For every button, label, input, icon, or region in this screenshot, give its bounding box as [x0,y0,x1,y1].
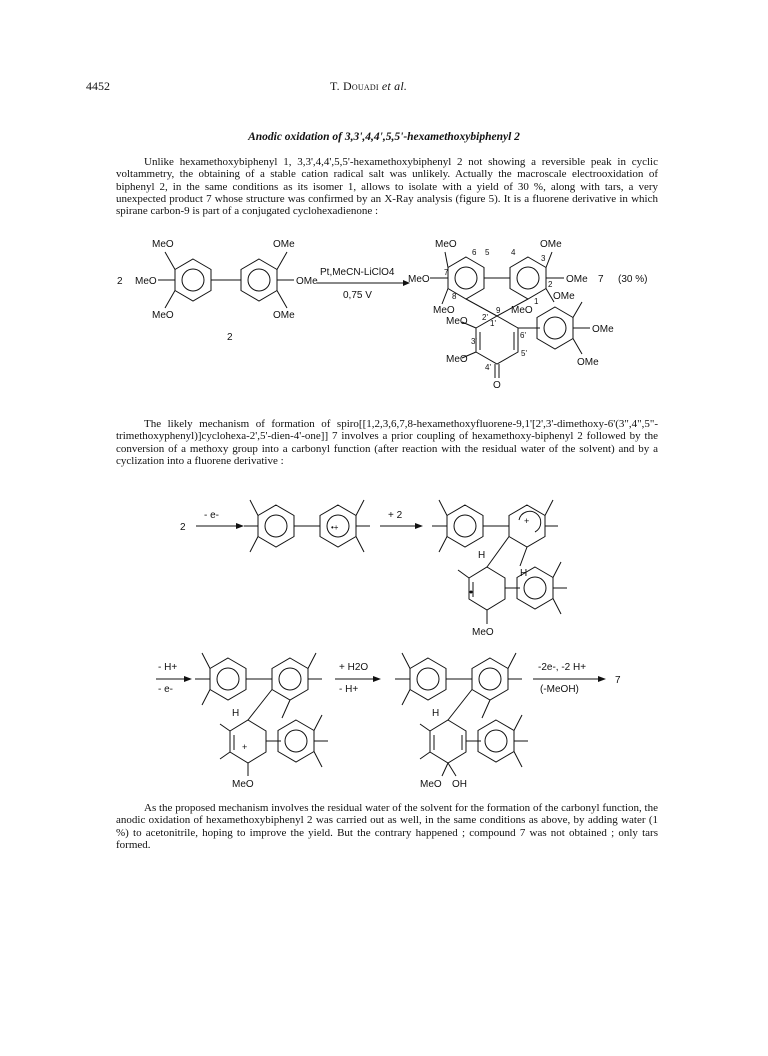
meo-label: MeO [435,239,457,250]
reaction-scheme-1 [0,230,768,400]
step-label: - e- [204,510,219,521]
cation-label: + [242,742,248,752]
running-head-etal: et al. [381,79,408,93]
atom-number: 4 [511,248,516,257]
hydrogen-label: H [232,708,240,719]
aromatic-circle [544,317,566,339]
page-number: 4452 [86,79,110,93]
hydrogen-label: H [432,708,440,719]
aromatic-circle [217,668,239,690]
step-label: + 2 [388,510,403,521]
meo-label: MeO [408,274,430,285]
aromatic-circle [248,269,270,291]
meo-label: MeO [135,276,157,287]
carbonyl-oxygen: O [493,380,501,391]
meo-label: MeO [472,627,494,638]
ome-label: OMe [577,357,599,368]
ome-label: OMe [592,324,614,335]
ome-label: OMe [566,274,588,285]
compound-number: 2 [227,332,233,343]
meo-label: MeO [446,354,468,365]
ome-label: OMe [553,291,575,302]
starting-compound: 2 [180,522,186,533]
cyclohexadiene-ring [230,720,266,763]
aromatic-circle [265,515,287,537]
meo-label: MeO [446,316,468,327]
radical-cation-label: •+ [331,523,339,532]
atom-number: 4' [485,363,491,372]
atom-number: 5 [485,248,490,257]
benzene-ring [210,658,246,700]
aromatic-circle [279,668,301,690]
product-number: 7 [615,675,621,686]
step-label: - e- [158,684,173,695]
benzene-ring [447,505,483,547]
oh-label: OH [452,779,467,790]
aromatic-circle [417,668,439,690]
hydrogen-label: H [520,568,528,579]
benzene-ring [278,720,314,762]
paragraph-1: Unlike hexamethoxybiphenyl 1, 3,3',4,4',5,5'-hexamethoxybiphenyl 2 not showing a reversible peak in cyclic voltammetry, the obtaining of a stable cation radical salt was unlikely. Actually the macroscale electrooxidation of biphenyl 2, in the same conditions as its isomer 1, allows to isolate with a yield of 30 %, along with tars, a very unexpected product 7 whose structure was confirmed by an X-Ray analysis (figure 5). It is a fluorene derivative in which spirane carbon-9 is part of a conjugated cyclohexadienone : [116,156,658,218]
coefficient: 2 [117,276,123,287]
cyclohexadienone-ring [476,316,518,364]
atom-number: 6 [472,248,477,257]
cation-arc [519,511,541,532]
meo-label: MeO [232,779,254,790]
aromatic-circle [517,267,539,289]
atom-number: 1' [490,319,496,328]
ome-label: OMe [273,239,295,250]
ome-label: OMe [273,310,295,321]
benzene-ring [472,658,508,700]
reagent-label: Pt,MeCN-LiClO4 [320,267,395,278]
atom-number: 8 [452,292,457,301]
aromatic-circle [485,730,507,752]
paragraph-2: The likely mechanism of formation of spiro[[1,2,3,6,7,8-hexamethoxyfluorene-9,1'[2',3'-dimethoxy-6'(3",4",5"-trimethoxyphenyl)]cyclohexa-2',5'-dien-4'-one]] 7 involves a prior coupling of hexamethoxy-biphenyl 2 followed by the conversion of a methoxy group into a carbonyl function (after reaction with the residual water of the solvent) and by a cyclization into a fluorene derivative : [116,418,658,467]
atom-number: 1 [534,297,539,306]
atom-number: 3 [541,254,546,263]
section-title: Anodic oxidation of 3,3',4,4',5,5'-hexamethoxybiphenyl 2 [248,131,520,143]
yield-label: (30 %) [618,274,648,285]
potential-label: 0,75 V [343,290,372,301]
paragraph-3: As the proposed mechanism involves the residual water of the solvent for the formation of the carbonyl function, the anodic oxidation of hexamethoxybiphenyl 2 was carried out as well, in the same conditions as above, by adding water (1 %) to acetonitrile, hoping to improve the yield. But the contrary happened ; compound 7 was not obtained ; only tars formed. [116,802,658,851]
atom-number: 6' [520,331,526,340]
aromatic-circle [455,267,477,289]
cyclohexadiene-ring [430,720,466,763]
meo-label: MeO [152,239,174,250]
meo-label: MeO [420,779,442,790]
ome-label: OMe [296,276,318,287]
aromatic-circle [285,730,307,752]
atom-number: 2' [482,313,488,322]
running-head [330,79,407,94]
step-label: - H+ [158,662,178,673]
running-head-authors: T. Douadi [330,79,379,93]
aromatic-circle [524,577,546,599]
benzene-ring [510,257,546,299]
atom-number: 7 [444,268,449,277]
aromatic-circle [182,269,204,291]
product-number: 7 [598,274,604,285]
atom-number: 2 [548,280,553,289]
step-label: -2e-, -2 H+ [538,662,587,673]
aromatic-circle [479,668,501,690]
step-label: - H+ [339,684,359,695]
meo-label: MeO [511,305,533,316]
benzene-ring [537,307,573,349]
atom-number: 9 [496,306,501,315]
atom-number: 3' [471,337,477,346]
benzene-ring [410,658,446,700]
atom-number: 5' [521,349,527,358]
step-label: (-MeOH) [540,684,579,695]
hydrogen-label: H [478,550,486,561]
ome-label: OMe [540,239,562,250]
meo-label: MeO [152,310,174,321]
step-label: + H2O [339,662,369,673]
aromatic-circle [454,515,476,537]
benzene-ring [175,259,211,301]
benzene-ring [478,720,514,762]
cation-label: + [524,516,530,526]
meo-label: MeO [433,305,455,316]
benzene-ring [241,259,277,301]
benzene-ring [272,658,308,700]
cyclohexadiene-ring [469,567,505,610]
mechanism-scheme [0,480,768,800]
benzene-ring [258,505,294,547]
